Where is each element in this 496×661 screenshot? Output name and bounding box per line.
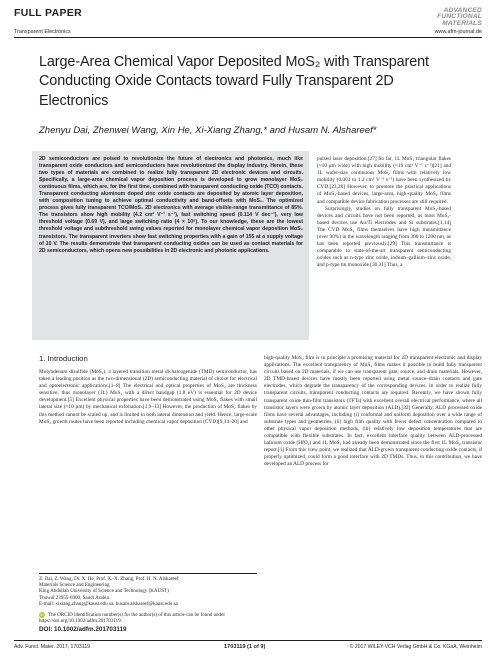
affiliation-institution: King Abdullah University of Science and Technology (KAUST) bbox=[39, 588, 169, 595]
footer-citation: Adv. Funct. Mater. 2017, 1703119 bbox=[14, 644, 90, 650]
paragraph: high-quality MoS₂ film is in principle a promising material for 2D transparent electronic and display applications. The excellent transparency of MoS₂ films makes it possible to build fully transparent circuits based on 2D materials, if we can use transparent gate, source, and drain materials. However, 2D TMD-based devices have mostly been reported using metal source–drain contacts and gate electrodes, which degrade the transparency of the corresponding devices. In order to realize fully transparent circuits, transparent conducting contacts are required. Recently, we have shown fully transparent oxide thin-film transistors (TFTs) with excellent overall electrical performance, where all transistor layers were grown by atomic layer deposition (ALD).[32] Generally, ALD processed oxide films have several advantages, including (i) conformal and uniform deposition over a wide range of substrate types and geometries, (ii) high film quality with fewer defect concentration compared to other physical vapor deposition methods, (iii) relatively low deposition temperatures that are compatible with flexible substrates. In fact, excellent interface quality between ALD-processed hafnium oxide (HfO₂) and 1L MoS₂ had already been demonstrated since the first 1L MoS₂ transistor report.[1] From this view point, we realized that ALD-grown transparent conducting oxide contacts, if properly optimized, could form a good interface with 2D TMDs. Thus, in this contribution, we have developed an ALD process for bbox=[264, 355, 482, 468]
affiliation-authors: Z. Dai, Z. Wang, Dr. X. He, Prof. X.-X. Zhang, Prof. H. N. Alshareef bbox=[39, 576, 179, 582]
paragraph: Surprisingly, studies on fully transparent MoS₂-based devices and circuits have not been reported, as most MoS₂-based devices use Au/Ti electrodes and Si substrates.[1,14] The CVD MoS₂ films themselves have high transmittance (over 90%) in the wavelength ranging from 300 to 1200 nm, as has been reported previously.[29] This transmittance is comparable to state-of-the-art transparent semiconducting oxides such as n-type zinc oxide, indium–gallium–zinc oxide, and p-type tin monoxide.[30,31] Thus, a bbox=[317, 205, 451, 269]
paragraph: pulsed laser deposition.[27] So far, 1L MoS₂ triangular flakes (≈10 µm wide) with high mobility (≈10 cm² V⁻¹ s⁻¹)[21] and 1L wafer-size continuous MoS₂ films with relatively low mobility (0.003 to 1.2 cm² V⁻¹ s⁻¹) have been synthesized by CVD.[23,28] However, to promote the practical applications of MoS₂-based devices, large-area, high-quality MoS₂ films and compatible device fabrication processes are still required. bbox=[317, 156, 451, 205]
paragraph: Molybdenum disulfide (MoS₂), a layered transition metal dichalcogenide (TMD) semiconductor, has taken a leading position as the two-dimensional (2D) semiconducting material of choice for electrical and optoelectronic applications.[1–8] The electrical and optical properties of MoS₂ are thickness sensitive, thus monolayer (1L) MoS₂ with a direct bandgap (1.8 eV) is essential for 2D device development.[5] Excellent physical properties have been demonstrated using MoS₂ flakes with small lateral size (≈10 µm) by mechanical exfoliation.[1,9–13] However, the production of MoS₂ flakes by this method cannot be scaled up, and is limited in both lateral dimension and yield. Hence, large-scale MoS₂ growth routes have been reported including chemical vapor deposition (CVD)[9,14–20] and bbox=[39, 369, 257, 425]
page-header bbox=[14, 7, 482, 47]
orcid-icon: iD bbox=[40, 613, 44, 617]
article-type: FULL PAPER bbox=[14, 7, 82, 19]
abstract bbox=[39, 156, 303, 255]
left-column bbox=[39, 369, 257, 426]
affiliation-department: Materials Science and Engineering bbox=[39, 582, 110, 589]
affiliation-block bbox=[39, 576, 257, 607]
journal-url[interactable]: www.afm-journal.de bbox=[434, 29, 482, 35]
orcid-text[interactable]: The ORCID identification number(s) for the author(s) of this article can be found under https://doi.org/10.1002/adfm.201703119. bbox=[39, 612, 226, 625]
header-divider bbox=[14, 37, 482, 38]
logo-line-1: ADVANCED bbox=[443, 7, 482, 14]
footer-divider bbox=[14, 640, 482, 641]
doi[interactable]: DOI: 10.1002/adfm.201703119 bbox=[39, 626, 127, 633]
orcid-note bbox=[39, 612, 257, 625]
footer-copyright: © 2017 WILEY-VCH Verlag GmbH & Co. KGaA, Weinheim bbox=[349, 644, 482, 650]
section-label: Transparent Electronics bbox=[14, 29, 71, 35]
journal-logo bbox=[437, 8, 482, 27]
right-column-bottom bbox=[264, 355, 482, 469]
author-list: Zhenyu Dai, Zhenwei Wang, Xin He, Xi-Xiang Zhang,* and Husam N. Alshareef* bbox=[39, 125, 377, 136]
page-number: 1703119 (1 of 9) bbox=[224, 644, 266, 650]
logo-line-2: FUNCTIONAL bbox=[437, 13, 482, 21]
right-column-top bbox=[317, 156, 451, 270]
affiliation-address: Thuwal 23955-6900, Saudi Arabia bbox=[39, 594, 109, 601]
affiliation-email[interactable]: E-mail: xixiang.zhang@kaust.edu.sa; husam.alshareef@kaust.edu.sa bbox=[39, 600, 178, 607]
affiliation-divider bbox=[39, 573, 257, 574]
article-title: Large-Area Chemical Vapor Deposited MoS₂ with Transparent Conducting Oxide Contacts toward Fully Transparent 2D Electronics bbox=[39, 54, 429, 109]
logo-line-3: MATERIALS bbox=[442, 19, 482, 27]
section-heading-introduction: 1. Introduction bbox=[39, 354, 88, 363]
abstract-text: 2D semiconductors are poised to revolutionize the future of electronics and photonics, much like transparent oxide conductors and semiconductors have revolutionized the display industry. Herein, these two types of materials are combined to realize fully transparent 2D electronic devices and circuits. Specifically, a large-area chemical vapor deposition process is developed to grow monolayer MoS₂ continuous films, which are, for the first time, combined with transparent conducting oxide (TCO) contacts. Transparent conducting aluminum doped zinc oxide contacts are deposited by atomic layer deposition, with composition tuning to achieve optimal conductivity and band-offsets with MoS₂. The optimized process gives fully transparent TCO/MoS₂ 2D electronics with average visible-range transmittance of 85%. The transistors show high mobility (4.2 cm² V⁻¹ s⁻¹), fast switching speed (0.114 V dec⁻¹), very low threshold voltage (0.69 V), and large switching ratio (4 × 10⁸). To our knowledge, these are the lowest threshold voltage and subthreshold swing values reported for monolayer chemical vapor deposition MoS₂ transistors. The transparent inverters show fast switching properties with a gain of 155 at a supply voltage of 10 V. The results demonstrate that transparent conducting oxides can be used as contact materials for 2D semiconductors, which opens new possibilities in 2D electronic and photonic applications. bbox=[39, 156, 303, 254]
page-footer bbox=[14, 644, 482, 654]
